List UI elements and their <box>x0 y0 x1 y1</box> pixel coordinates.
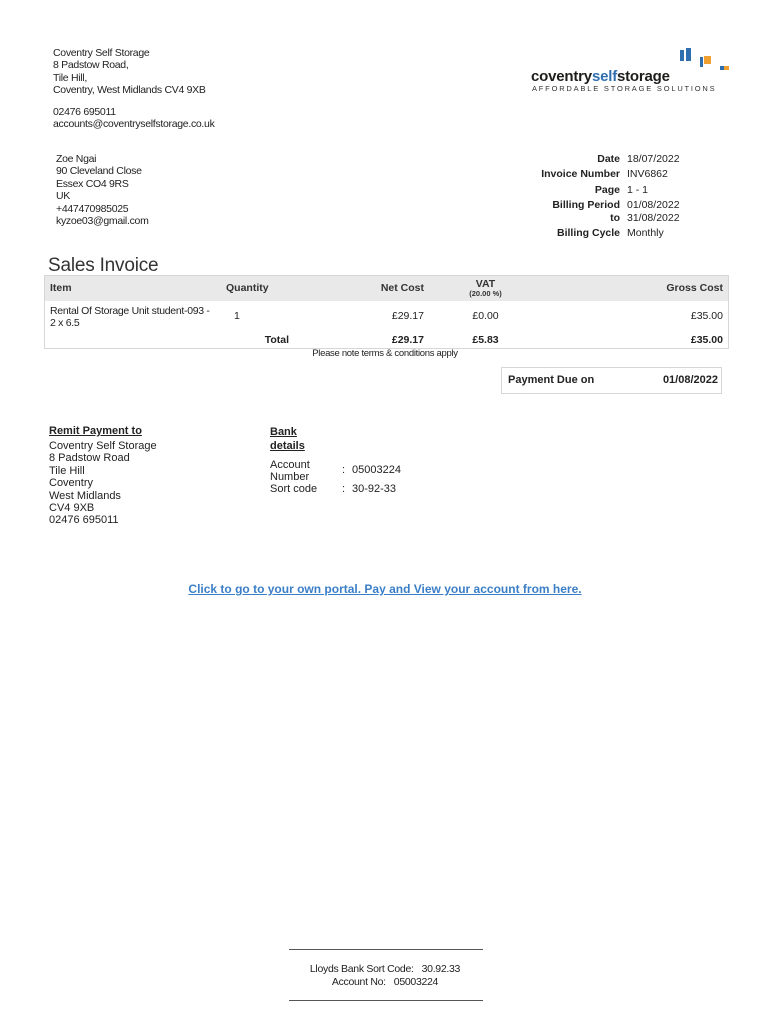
total-net-cost: £29.17 <box>391 333 424 346</box>
total-gross-cost: £35.00 <box>690 333 723 346</box>
customer-email: kyzoe03@gmail.com <box>56 214 149 227</box>
customer-address-block <box>56 153 149 227</box>
company-address-line: 8 Padstow Road, <box>53 59 129 72</box>
storage-boxes-icon <box>530 46 730 70</box>
sort-code-label: Sort code <box>270 483 318 495</box>
company-phone: 02476 695011 <box>53 105 116 118</box>
customer-country: UK <box>56 190 70 203</box>
customer-name: Zoe Ngai <box>56 153 97 165</box>
billing-period-label: Billing Period <box>552 199 620 212</box>
item-quantity: 1 <box>234 310 240 322</box>
billing-period-to: 31/08/2022 <box>627 211 680 224</box>
billing-period-from: 01/08/2022 <box>627 199 680 212</box>
remit-line: Tile Hill <box>49 464 85 477</box>
account-number-row: Account Number : 05003224 <box>270 459 401 483</box>
invoice-date: 18/07/2022 <box>627 153 680 165</box>
sort-code: 30-92-33 <box>352 483 397 495</box>
billing-cycle: Monthly <box>627 226 664 239</box>
portal-link[interactable]: Click to go to your own portal. Pay and View your account from here. <box>188 582 582 596</box>
bank-heading: Bank details <box>270 426 305 452</box>
billing-cycle-label: Billing Cycle <box>556 226 620 239</box>
invoice-items-table <box>44 275 729 349</box>
payment-due-box <box>501 367 722 394</box>
company-name: Coventry Self Storage <box>53 47 150 59</box>
col-header-gross-cost: Gross Cost <box>542 276 728 301</box>
col-header-item: Item <box>45 276 221 301</box>
col-header-vat: VAT (20.00 %) <box>429 276 542 301</box>
remit-line: CV4 9XB <box>49 502 95 514</box>
page-number: 1 - 1 <box>627 183 649 196</box>
account-number: 05003224 <box>352 464 401 476</box>
footer-account-number: 05003224 <box>393 976 439 988</box>
footer-account-label: Account No: <box>331 976 386 988</box>
company-email: accounts@coventryselfstorage.co.uk <box>53 117 215 130</box>
page-label: Page <box>594 183 620 196</box>
item-net-cost: £29.17 <box>391 310 424 322</box>
company-address-line: Coventry, West Midlands CV4 9XB <box>53 84 206 97</box>
remit-line: 8 Padstow Road <box>49 452 130 465</box>
date-label: Date <box>597 153 620 165</box>
remit-line: West Midlands <box>49 489 121 502</box>
customer-address-line: Essex CO4 9RS <box>56 177 129 190</box>
remit-line: Coventry <box>49 477 94 490</box>
footer-sort-code: 30.92.33 <box>421 963 461 975</box>
footer-sort-code-label: Lloyds Bank Sort Code: <box>309 963 414 975</box>
customer-address-line: 90 Cleveland Close <box>56 165 142 178</box>
sort-code-row: Sort code : 30-92-33 <box>270 483 397 495</box>
invoice-number: INV6862 <box>627 168 668 181</box>
remit-heading: Remit Payment to <box>49 425 142 437</box>
remit-payment-block <box>49 425 157 527</box>
payment-due-label: Payment Due on <box>508 374 595 386</box>
total-label: Total <box>264 333 289 346</box>
col-header-quantity: Quantity <box>221 276 311 301</box>
invoice-meta <box>500 153 680 242</box>
company-logo <box>530 46 730 96</box>
item-description: Rental Of Storage Unit student-093 - 2 x 6.5 <box>50 305 210 330</box>
billing-to-label: to <box>610 211 620 224</box>
table-header-row <box>45 276 728 301</box>
table-row <box>45 301 728 332</box>
col-header-net-cost: Net Cost <box>311 276 429 301</box>
account-number-label: Account Number <box>270 459 310 483</box>
page-title: Sales Invoice <box>48 255 159 276</box>
item-vat: £0.00 <box>472 310 499 322</box>
footer-divider <box>289 1000 483 1001</box>
total-vat: £5.83 <box>472 333 499 346</box>
bank-details-block <box>270 425 401 495</box>
company-address-line: Tile Hill, <box>53 71 87 84</box>
logo-tagline: AFFORDABLE STORAGE SOLUTIONS <box>532 84 717 93</box>
vat-rate: (20.00 %) <box>469 289 502 299</box>
invoice-number-label: Invoice Number <box>541 168 620 181</box>
terms-note: Please note terms & conditions apply <box>312 348 458 359</box>
footer-divider <box>289 949 483 950</box>
customer-phone: +447470985025 <box>56 202 129 215</box>
remit-line: Coventry Self Storage <box>49 439 157 452</box>
footer-bank-info <box>0 963 770 989</box>
total-row <box>45 332 728 348</box>
item-gross-cost: £35.00 <box>690 310 723 322</box>
payment-due-date: 01/08/2022 <box>662 374 718 386</box>
company-address-block <box>53 47 215 130</box>
logo-wordmark: coventryselfstorage <box>531 68 670 85</box>
remit-line: 02476 695011 <box>49 514 119 527</box>
